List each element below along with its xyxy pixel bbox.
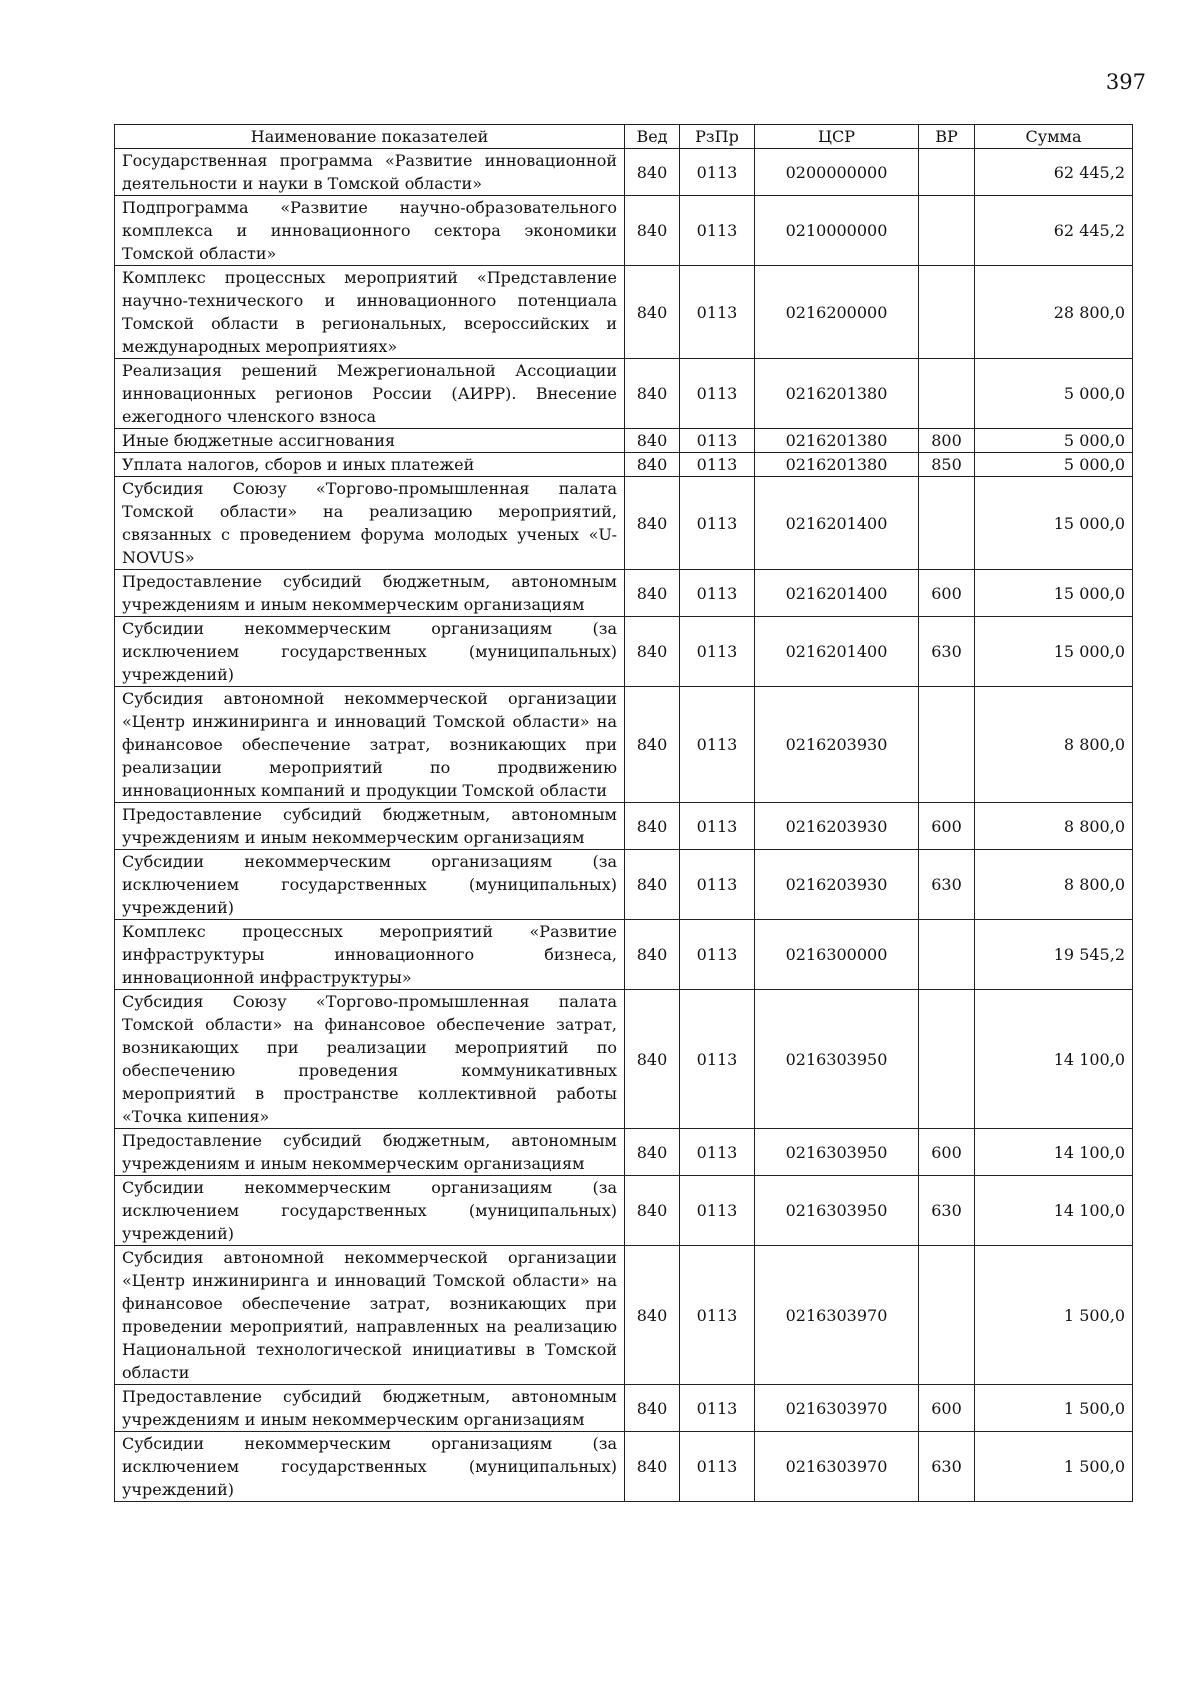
- cell-vr: 600: [919, 803, 975, 850]
- budget-table: [114, 124, 1133, 1502]
- cell-csr: 0216303950: [755, 1176, 919, 1246]
- cell-csr: 0200000000: [755, 149, 919, 196]
- cell-sum: 5 000,0: [975, 453, 1133, 477]
- cell-sum: 28 800,0: [975, 266, 1133, 359]
- cell-ved: 840: [625, 1129, 680, 1176]
- table-row: [115, 149, 1133, 196]
- cell-name: Субсидия Союзу «Торгово-промышленная палата Томской области» на финансовое обеспечение затрат, возникающих при реализации мероприятий по обеспечению проведения коммуникативных мероприятий в пространстве коллективной работы «Точка кипения»: [115, 990, 625, 1129]
- cell-ved: 840: [625, 1176, 680, 1246]
- cell-sum: 15 000,0: [975, 617, 1133, 687]
- table-row: [115, 803, 1133, 850]
- cell-sum: 1 500,0: [975, 1385, 1133, 1432]
- cell-rzpr: 0113: [680, 359, 755, 429]
- cell-vr: 800: [919, 429, 975, 453]
- table-row: [115, 196, 1133, 266]
- cell-rzpr: 0113: [680, 1432, 755, 1502]
- cell-sum: 14 100,0: [975, 1129, 1133, 1176]
- table-row: [115, 359, 1133, 429]
- cell-ved: 840: [625, 687, 680, 803]
- table-row: [115, 477, 1133, 570]
- cell-name: Предоставление субсидий бюджетным, автономным учреждениям и иным некоммерческим организациям: [115, 1385, 625, 1432]
- table-row: [115, 453, 1133, 477]
- cell-sum: 5 000,0: [975, 359, 1133, 429]
- cell-rzpr: 0113: [680, 1176, 755, 1246]
- cell-ved: 840: [625, 570, 680, 617]
- cell-name: Субсидии некоммерческим организациям (за исключением государственных (муниципальных) учреждений): [115, 850, 625, 920]
- cell-rzpr: 0113: [680, 850, 755, 920]
- cell-rzpr: 0113: [680, 1246, 755, 1385]
- cell-rzpr: 0113: [680, 1385, 755, 1432]
- header-row: [115, 125, 1133, 149]
- cell-rzpr: 0113: [680, 149, 755, 196]
- cell-ved: 840: [625, 359, 680, 429]
- cell-csr: 0216303970: [755, 1432, 919, 1502]
- cell-csr: 0216201380: [755, 453, 919, 477]
- cell-sum: 62 445,2: [975, 196, 1133, 266]
- cell-vr: 630: [919, 617, 975, 687]
- cell-csr: 0216201400: [755, 570, 919, 617]
- page-number: 397: [1105, 70, 1146, 94]
- cell-sum: 15 000,0: [975, 570, 1133, 617]
- cell-ved: 840: [625, 617, 680, 687]
- cell-ved: 840: [625, 1246, 680, 1385]
- table-row: [115, 1432, 1133, 1502]
- cell-vr: [919, 920, 975, 990]
- cell-name: Субсидия автономной некоммерческой организации «Центр инжиниринга и инноваций Томской области» на финансовое обеспечение затрат, возникающих при проведении мероприятий, направленных на реализацию Национальной технологической инициативы в Томской области: [115, 1246, 625, 1385]
- cell-csr: 0216203930: [755, 803, 919, 850]
- cell-ved: 840: [625, 266, 680, 359]
- cell-ved: 840: [625, 1385, 680, 1432]
- cell-rzpr: 0113: [680, 477, 755, 570]
- cell-name: Реализация решений Межрегиональной Ассоциации инновационных регионов России (АИРР). Внесение ежегодного членского взноса: [115, 359, 625, 429]
- cell-ved: 840: [625, 990, 680, 1129]
- cell-ved: 840: [625, 196, 680, 266]
- cell-vr: [919, 1246, 975, 1385]
- header-ved: Вед: [625, 125, 680, 149]
- cell-rzpr: 0113: [680, 1129, 755, 1176]
- cell-name: Уплата налогов, сборов и иных платежей: [115, 453, 625, 477]
- cell-ved: 840: [625, 429, 680, 453]
- cell-vr: 630: [919, 850, 975, 920]
- table-row: [115, 687, 1133, 803]
- table-row: [115, 617, 1133, 687]
- cell-name: Предоставление субсидий бюджетным, автономным учреждениям и иным некоммерческим организациям: [115, 570, 625, 617]
- cell-vr: 600: [919, 1385, 975, 1432]
- cell-rzpr: 0113: [680, 570, 755, 617]
- table-row: [115, 850, 1133, 920]
- table-row: [115, 920, 1133, 990]
- cell-name: Подпрограмма «Развитие научно-образовательного комплекса и инновационного сектора экономики Томской области»: [115, 196, 625, 266]
- cell-ved: 840: [625, 920, 680, 990]
- cell-csr: 0216203930: [755, 850, 919, 920]
- cell-sum: 62 445,2: [975, 149, 1133, 196]
- cell-ved: 840: [625, 453, 680, 477]
- cell-vr: 630: [919, 1176, 975, 1246]
- cell-csr: 0216201380: [755, 429, 919, 453]
- cell-name: Комплекс процессных мероприятий «Развитие инфраструктуры инновационного бизнеса, инновационной инфраструктуры»: [115, 920, 625, 990]
- cell-sum: 14 100,0: [975, 990, 1133, 1129]
- cell-csr: 0216201400: [755, 477, 919, 570]
- cell-csr: 0216201380: [755, 359, 919, 429]
- cell-name: Субсидии некоммерческим организациям (за исключением государственных (муниципальных) учреждений): [115, 1176, 625, 1246]
- cell-rzpr: 0113: [680, 266, 755, 359]
- cell-ved: 840: [625, 149, 680, 196]
- cell-vr: [919, 687, 975, 803]
- cell-csr: 0216303950: [755, 990, 919, 1129]
- cell-sum: 8 800,0: [975, 803, 1133, 850]
- cell-vr: 600: [919, 570, 975, 617]
- table-row: [115, 1246, 1133, 1385]
- cell-ved: 840: [625, 477, 680, 570]
- cell-name: Комплекс процессных мероприятий «Представление научно-технического и инновационного потенциала Томской области в региональных, всероссийских и международных мероприятиях»: [115, 266, 625, 359]
- table-row: [115, 1129, 1133, 1176]
- table-row: [115, 570, 1133, 617]
- cell-name: Субсидия Союзу «Торгово-промышленная палата Томской области» на реализацию мероприятий, связанных с проведением форума молодых ученых «U-NOVUS»: [115, 477, 625, 570]
- cell-sum: 8 800,0: [975, 687, 1133, 803]
- cell-name: Субсидии некоммерческим организациям (за исключением государственных (муниципальных) учреждений): [115, 1432, 625, 1502]
- header-vr: ВР: [919, 125, 975, 149]
- cell-vr: [919, 359, 975, 429]
- cell-csr: 0216300000: [755, 920, 919, 990]
- cell-csr: 0210000000: [755, 196, 919, 266]
- header-name: Наименование показателей: [115, 125, 625, 149]
- cell-csr: 0216303950: [755, 1129, 919, 1176]
- cell-rzpr: 0113: [680, 429, 755, 453]
- table-body: [115, 149, 1133, 1502]
- cell-vr: [919, 266, 975, 359]
- cell-sum: 8 800,0: [975, 850, 1133, 920]
- cell-csr: 0216203930: [755, 687, 919, 803]
- cell-name: Субсидии некоммерческим организациям (за исключением государственных (муниципальных) учреждений): [115, 617, 625, 687]
- cell-rzpr: 0113: [680, 920, 755, 990]
- cell-ved: 840: [625, 803, 680, 850]
- cell-name: Предоставление субсидий бюджетным, автономным учреждениям и иным некоммерческим организациям: [115, 803, 625, 850]
- table-row: [115, 429, 1133, 453]
- cell-sum: 1 500,0: [975, 1246, 1133, 1385]
- cell-name: Субсидия автономной некоммерческой организации «Центр инжиниринга и инноваций Томской области» на финансовое обеспечение затрат, возникающих при реализации мероприятий по продвижению инновационных компаний и продукции Томской области: [115, 687, 625, 803]
- cell-ved: 840: [625, 850, 680, 920]
- cell-csr: 0216303970: [755, 1246, 919, 1385]
- cell-rzpr: 0113: [680, 617, 755, 687]
- table-row: [115, 990, 1133, 1129]
- table-row: [115, 1385, 1133, 1432]
- header-rzpr: РзПр: [680, 125, 755, 149]
- cell-csr: 0216201400: [755, 617, 919, 687]
- cell-rzpr: 0113: [680, 453, 755, 477]
- cell-rzpr: 0113: [680, 990, 755, 1129]
- cell-name: Государственная программа «Развитие инновационной деятельности и науки в Томской области»: [115, 149, 625, 196]
- cell-sum: 15 000,0: [975, 477, 1133, 570]
- cell-sum: 5 000,0: [975, 429, 1133, 453]
- cell-name: Иные бюджетные ассигнования: [115, 429, 625, 453]
- cell-vr: [919, 149, 975, 196]
- cell-vr: 630: [919, 1432, 975, 1502]
- cell-sum: 1 500,0: [975, 1432, 1133, 1502]
- cell-sum: 19 545,2: [975, 920, 1133, 990]
- cell-vr: 600: [919, 1129, 975, 1176]
- cell-csr: 0216303970: [755, 1385, 919, 1432]
- cell-rzpr: 0113: [680, 687, 755, 803]
- cell-rzpr: 0113: [680, 803, 755, 850]
- table-header: [115, 125, 1133, 149]
- cell-sum: 14 100,0: [975, 1176, 1133, 1246]
- table-row: [115, 1176, 1133, 1246]
- table-row: [115, 266, 1133, 359]
- cell-ved: 840: [625, 1432, 680, 1502]
- cell-vr: [919, 990, 975, 1129]
- header-sum: Сумма: [975, 125, 1133, 149]
- cell-vr: 850: [919, 453, 975, 477]
- cell-vr: [919, 477, 975, 570]
- header-csr: ЦСР: [755, 125, 919, 149]
- cell-name: Предоставление субсидий бюджетным, автономным учреждениям и иным некоммерческим организациям: [115, 1129, 625, 1176]
- cell-rzpr: 0113: [680, 196, 755, 266]
- cell-csr: 0216200000: [755, 266, 919, 359]
- cell-vr: [919, 196, 975, 266]
